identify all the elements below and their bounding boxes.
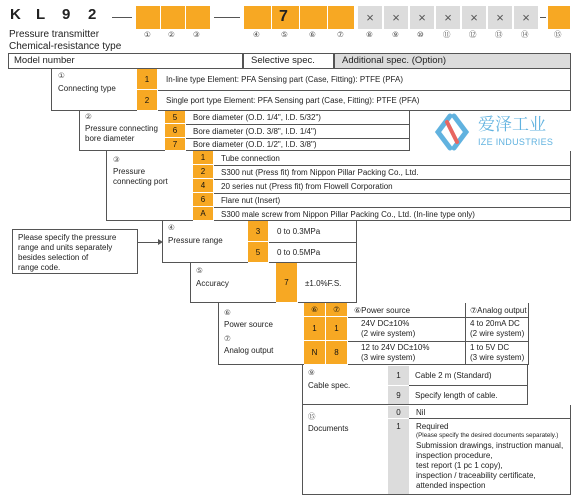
pressure-range-number: ④ [168,223,175,232]
position-number-1: ① [144,30,151,39]
accuracy-label: Accuracy [196,279,229,288]
analog-output-number: ⑦ [224,334,231,343]
model-digit-2: 2 [88,6,97,23]
model-number-label: Model number [14,55,75,66]
bore-text-6: Bore diameter (O.D. 3/8", I.D. 1/4") [193,127,317,136]
port-text-1: Tube connection [221,154,280,163]
position-number-5: ⑤ [281,30,288,39]
analog-output-label: Analog output [224,346,274,355]
documents-required-title: Required [416,422,449,431]
ize-watermark [430,112,570,152]
port-code-6: 6 [193,193,214,207]
note-line1: Please specify the pressure [18,233,117,242]
position-number-13: ⑬ [495,30,503,39]
documents-code-0: 0 [388,406,409,418]
pressure-range-label: Pressure range [168,236,223,245]
accuracy-number: ⑤ [196,266,203,275]
power-row1-line2: (2 wire system) [361,329,416,338]
position-number-14: ⑭ [521,30,529,39]
ize-brand-en: IZE INDUSTRIES [478,137,554,147]
position-number-6: ⑥ [309,30,316,39]
output-col-head: ⑦ [326,303,348,317]
model-number-bar [8,53,243,69]
position-number-2: ② [168,30,175,39]
port-code-1: 1 [193,151,214,165]
documents-nil-text: Nil [416,408,426,417]
note-arrow-line [138,242,160,243]
model-letter-l: L [36,6,46,23]
documents-code-1: 1 [388,419,409,494]
pressure-range-text-5: 0 to 0.5MPa [277,248,321,257]
bore-label-line1: Pressure connecting [85,124,158,133]
position-number-10: ⑩ [417,30,424,39]
port-label-line2: connecting port [113,177,168,186]
note-line3: besides selection of [18,253,89,262]
bore-code-7: 7 [165,138,186,151]
connecting-type-text-1: In-line type Element: PFA Sensing part (Case, Fitting): PTFE (PFA) [166,75,403,84]
pressure-range-text-3: 0 to 0.3MPa [277,227,321,236]
position-number-7: ⑦ [337,30,344,39]
bore-code-6: 6 [165,124,186,138]
position-number-12: ⑫ [469,30,477,39]
documents-line-5: attended inspection [416,481,486,490]
x-slot-12: × [462,6,486,29]
port-text-a: S300 male screw from Nippon Pillar Packing Co., Ltd. (In-line type only) [221,210,475,219]
cable-label: Cable spec. [308,381,351,390]
power-code-n: N [304,341,326,365]
note-line2: range and units separately [18,243,113,252]
cable-text-9: Specify length of cable. [415,391,498,400]
documents-line-3: test report (1 pc 1 copy), [416,461,503,470]
bore-code-5: 5 [165,111,186,124]
x-slot-14: × [514,6,538,29]
power-source-head: ⑥Power source [354,306,411,315]
connecting-type-label: Connecting type [58,84,116,93]
analog-output-head: ⑦Analog output [470,306,527,315]
connecting-type-code-1: 1 [137,69,158,90]
connecting-type-number: ① [58,71,65,80]
output-row2-line1: 1 to 5V DC [470,343,510,352]
position-number-4: ④ [253,30,260,39]
fixed-digit-7: 7 [279,8,288,25]
pressure-range-note [12,229,138,274]
documents-line-2: inspection procedure, [416,451,493,460]
product-name-line2: Chemical-resistance type [9,41,122,52]
slot-15 [548,6,570,29]
additional-spec-label: Additional spec. (Option) [342,55,447,66]
position-number-8: ⑧ [366,30,373,39]
port-code-a: A [193,207,214,221]
cable-number: ⑨ [308,368,315,377]
accuracy-text: ±1.0%F.S. [305,279,342,288]
power-col-head: ⑥ [304,303,326,317]
position-number-11: ⑪ [443,30,451,39]
power-source-number: ⑥ [224,308,231,317]
ize-brand-cn: 爱泽工业 [478,115,546,135]
output-row1-line2: (2 wire system) [470,329,525,338]
documents-line-1: Submission drawings, instruction manual, [416,441,564,450]
connecting-type-text-2: Single port type Element: PFA Sensing part (Case, Fitting): PTFE (PFA) [166,96,420,105]
bore-number: ② [85,112,92,121]
x-slot-10: × [410,6,434,29]
port-text-2: S300 nut (Press fit) from Nippon Pillar Packing Co., Ltd. [221,168,419,177]
position-number-9: ⑨ [392,30,399,39]
port-text-6: Flare nut (Insert) [221,196,281,205]
power-row1-line1: 24V DC±10% [361,319,410,328]
cable-code-1: 1 [388,366,409,385]
power-source-label: Power source [224,320,273,329]
power-code-1: 1 [304,317,326,341]
port-code-4: 4 [193,179,214,193]
accuracy-code-7: 7 [276,263,298,303]
bore-text-5: Bore diameter (O.D. 1/4", I.D. 5/32") [193,113,321,122]
power-row2-line1: 12 to 24V DC±10% [361,343,430,352]
note-line4: range code. [18,263,61,272]
documents-number: ⑮ [308,412,316,421]
pressure-range-code-3: 3 [248,221,269,242]
documents-label: Documents [308,424,349,433]
x-slot-11: × [436,6,460,29]
x-slot-8: × [358,6,382,29]
cable-code-9: 9 [388,386,409,404]
position-number-3: ③ [193,30,200,39]
port-number: ③ [113,155,120,164]
output-row2-line2: (3 wire system) [470,353,525,362]
documents-line-4: inspection / traceability certificate, [416,471,536,480]
x-slot-9: × [384,6,408,29]
product-name-line1: Pressure transmitter [9,29,100,40]
output-code-8: 8 [326,341,348,365]
output-row1-line1: 4 to 20mA DC [470,319,520,328]
selective-spec-label: Selective spec. [251,55,315,66]
bore-text-7: Bore diameter (O.D. 1/2", I.D. 3/8") [193,140,317,149]
power-row2-line2: (3 wire system) [361,353,416,362]
header-dash-2 [214,17,240,18]
selective-spec-bar [243,53,334,69]
x-slot-13: × [488,6,512,29]
connecting-type-code-2: 2 [137,90,158,111]
port-text-4: 20 series nut (Press fit) from Flowell Corporation [221,182,393,191]
port-label-line1: Pressure [113,167,146,176]
additional-spec-bar [334,53,571,69]
pressure-range-code-5: 5 [248,242,269,263]
cable-text-1: Cable 2 m (Standard) [415,371,492,380]
slot-group-1-3 [136,6,210,29]
model-letter-k: K [10,6,21,23]
position-number-15: ⑮ [554,30,562,39]
bore-label-line2: bore diameter [85,134,135,143]
documents-required-note: (Please specify the desired documents separately.) [416,432,559,439]
ize-logo-icon [430,112,474,152]
port-code-2: 2 [193,165,214,179]
output-code-1: 1 [326,317,348,341]
model-digit-9: 9 [62,6,71,23]
header-dash-1 [112,17,132,18]
